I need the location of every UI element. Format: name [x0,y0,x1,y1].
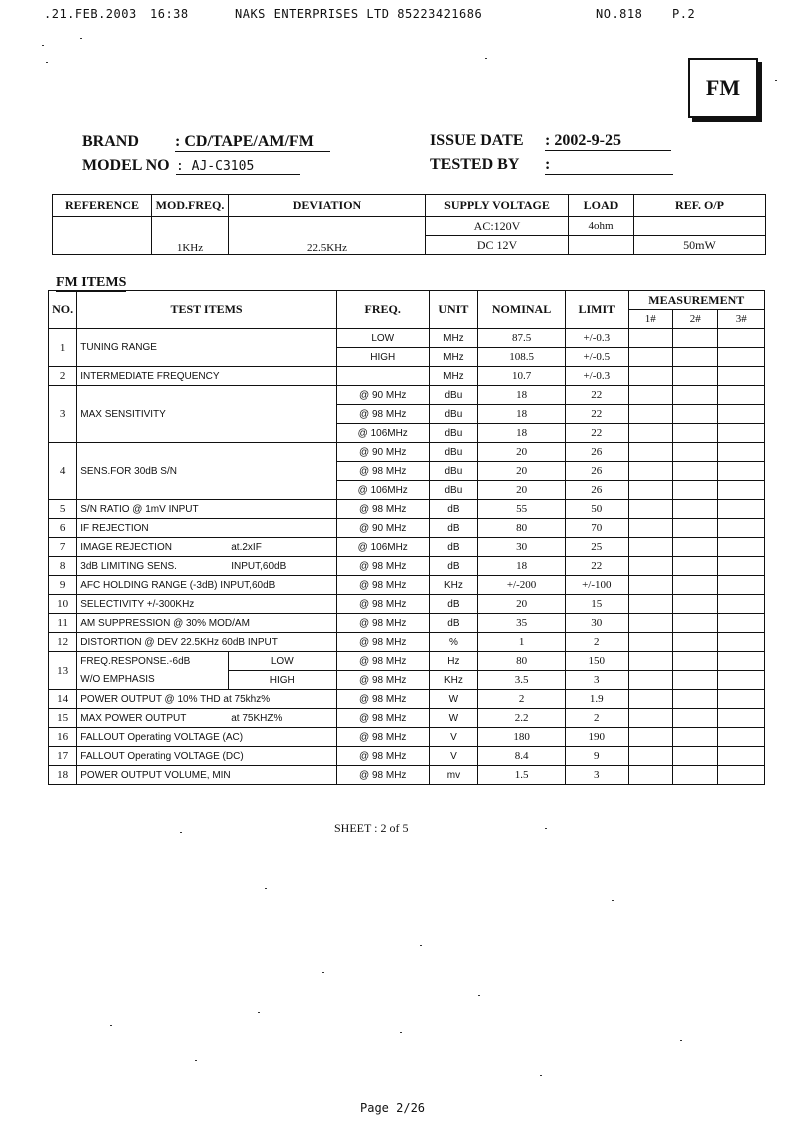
row-name: IF REJECTION [77,519,337,538]
row-nominal: 18 [478,557,566,576]
row-no: 10 [49,595,77,614]
meas-3[interactable] [718,728,765,747]
meas-3[interactable] [718,405,765,424]
row-freq: @ 106MHz [336,424,429,443]
fax-page: P.2 [672,7,696,21]
row-limit: 26 [565,443,628,462]
row-nominal: 18 [478,386,566,405]
fax-sender: NAKS ENTERPRISES LTD 85223421686 [235,7,483,21]
issue-date-label: ISSUE DATE [430,132,524,149]
row-unit: % [429,633,477,652]
row-nominal: 20 [478,462,566,481]
reference-table [52,194,766,255]
row-name-2: W/O EMPHASIS [77,671,228,690]
meas-1[interactable] [628,405,672,424]
row-name: POWER OUTPUT VOLUME, MIN [77,766,337,785]
row-unit: dB [429,538,477,557]
meas-3[interactable] [718,709,765,728]
ref-header-reference: REFERENCE [53,195,152,217]
row-nominal: 2.2 [478,709,566,728]
meas-1[interactable] [628,538,672,557]
row-name: FREQ.RESPONSE.-6dB [77,652,228,671]
row-limit: 22 [565,405,628,424]
row-limit: 150 [565,652,628,671]
row-name: POWER OUTPUT @ 10% THD at 75khz% [77,690,337,709]
ref-load: 4ohm [569,217,634,236]
row-limit: 26 [565,462,628,481]
row-unit: MHz [429,348,477,367]
meas-2[interactable] [673,709,718,728]
row-limit: 15 [565,595,628,614]
row-name: MAX POWER OUTPUT [77,709,228,728]
section-title: FM ITEMS [56,275,127,290]
row-freq: LOW [336,329,429,348]
row-unit: KHz [429,576,477,595]
row-freq: @ 98 MHz [336,405,429,424]
row-name: MAX SENSITIVITY [77,386,337,443]
meas-3[interactable] [718,348,765,367]
row-limit: 2 [565,709,628,728]
col-unit: UNIT [429,291,477,329]
table-row [49,671,765,690]
row-no: 6 [49,519,77,538]
meas-2[interactable] [673,671,718,690]
row-freq: @ 90 MHz [336,443,429,462]
row-freq: @ 90 MHz [336,519,429,538]
row-nominal: 55 [478,500,566,519]
model-value: : AJ-C3105 [176,157,300,175]
row-limit: 70 [565,519,628,538]
row-freq: @ 98 MHz [336,633,429,652]
ref-header-modfreq: MOD.FREQ. [152,195,229,217]
meas-3[interactable] [718,671,765,690]
row-unit: dBu [429,386,477,405]
row-freq: @ 98 MHz [336,652,429,671]
row-unit: W [429,690,477,709]
row-nominal: 35 [478,614,566,633]
row-nominal: 87.5 [478,329,566,348]
fax-number: NO.818 [596,7,643,21]
meas-1[interactable] [628,329,672,348]
meas-1[interactable] [628,443,672,462]
row-nominal: 20 [478,595,566,614]
row-nominal: 20 [478,481,566,500]
row-limit: 1.9 [565,690,628,709]
row-freq: @ 98 MHz [336,614,429,633]
meas-3[interactable] [718,386,765,405]
meas-1[interactable] [628,481,672,500]
row-name: SELECTIVITY +/-300KHz [77,595,337,614]
row-nominal: +/-200 [478,576,566,595]
row-nominal: 18 [478,424,566,443]
meas-2[interactable] [673,652,718,671]
row-name: TUNING RANGE [77,329,337,367]
row-no: 2 [49,367,77,386]
row-limit: 22 [565,424,628,443]
meas-3[interactable] [718,481,765,500]
row-unit: mv [429,766,477,785]
meas-1[interactable] [628,633,672,652]
meas-2[interactable] [673,747,718,766]
meas-2[interactable] [673,728,718,747]
row-freq: @ 98 MHz [336,747,429,766]
row-unit: dBu [429,424,477,443]
meas-3[interactable] [718,500,765,519]
row-limit: +/-0.3 [565,367,628,386]
meas-3[interactable] [718,367,765,386]
row-unit: MHz [429,367,477,386]
meas-2[interactable] [673,538,718,557]
meas-3[interactable] [718,538,765,557]
fm-items-table [48,290,765,785]
meas-2[interactable] [673,405,718,424]
meas-1[interactable] [628,652,672,671]
col-nominal: NOMINAL [478,291,566,329]
meas-3[interactable] [718,462,765,481]
meas-3[interactable] [718,424,765,443]
ref-refop-empty [634,217,766,236]
meas-2[interactable] [673,424,718,443]
meas-3[interactable] [718,595,765,614]
meas-1[interactable] [628,671,672,690]
ref-header-refop: REF. O/P [634,195,766,217]
row-freq: @ 98 MHz [336,709,429,728]
col-m1: 1# [628,310,672,329]
col-limit: LIMIT [565,291,628,329]
row-limit: 3 [565,671,628,690]
row-unit: dB [429,614,477,633]
row-name: FALLOUT Operating VOLTAGE (AC) [77,728,337,747]
table-row [49,386,765,405]
meas-3[interactable] [718,633,765,652]
meas-2[interactable] [673,690,718,709]
meas-1[interactable] [628,462,672,481]
meas-2[interactable] [673,633,718,652]
row-freq: @ 98 MHz [336,595,429,614]
meas-1[interactable] [628,576,672,595]
meas-1[interactable] [628,728,672,747]
row-no: 17 [49,747,77,766]
row-no: 11 [49,614,77,633]
ref-modfreq: 1KHz [152,217,229,255]
row-nominal: 10.7 [478,367,566,386]
row-freq: @ 98 MHz [336,500,429,519]
table-row [49,576,765,595]
meas-1[interactable] [628,614,672,633]
table-row [49,557,765,576]
meas-1[interactable] [628,766,672,785]
meas-3[interactable] [718,766,765,785]
row-freq: @ 106MHz [336,538,429,557]
ref-header-load: LOAD [569,195,634,217]
meas-2[interactable] [673,519,718,538]
ref-header-deviation: DEVIATION [229,195,426,217]
row-freq: @ 90 MHz [336,386,429,405]
row-limit: 30 [565,614,628,633]
row-limit: 2 [565,633,628,652]
row-freq: @ 98 MHz [336,690,429,709]
row-unit: dBu [429,462,477,481]
row-unit: KHz [429,671,477,690]
row-freq: @ 98 MHz [336,728,429,747]
meas-3[interactable] [718,690,765,709]
table-row [49,519,765,538]
row-nominal: 20 [478,443,566,462]
row-unit: dB [429,595,477,614]
col-measurement: MEASUREMENT [628,291,764,310]
table-row [49,329,765,348]
row-nominal: 1.5 [478,766,566,785]
meas-1[interactable] [628,348,672,367]
meas-3[interactable] [718,557,765,576]
row-unit: dB [429,557,477,576]
row-no: 14 [49,690,77,709]
row-name: DISTORTION @ DEV 22.5KHz 60dB INPUT [77,633,337,652]
row-no: 7 [49,538,77,557]
row-nominal: 80 [478,652,566,671]
row-name: INTERMEDIATE FREQUENCY [77,367,337,386]
table-row [49,747,765,766]
row-unit: MHz [429,329,477,348]
tested-by-value: : [545,156,673,175]
meas-2[interactable] [673,766,718,785]
table-row [49,728,765,747]
row-unit: dB [429,519,477,538]
brand-value: : CD/TAPE/AM/FM [175,133,330,152]
meas-1[interactable] [628,747,672,766]
row-no: 8 [49,557,77,576]
row-limit: 3 [565,766,628,785]
row-name: IMAGE REJECTION [77,538,228,557]
row-name: 3dB LIMITING SENS. [77,557,228,576]
row-freq: @ 98 MHz [336,766,429,785]
row-unit: dBu [429,405,477,424]
row-name: AM SUPPRESSION @ 30% MOD/AM [77,614,337,633]
issue-date-value: : 2002-9-25 [545,132,671,151]
row-unit: dBu [429,443,477,462]
ref-header-supply: SUPPLY VOLTAGE [426,195,569,217]
fm-badge: FM [688,58,758,118]
table-row [49,443,765,462]
row-no: 12 [49,633,77,652]
brand-label: BRAND [82,133,139,150]
fax-date: .21.FEB.2003 [44,7,137,21]
row-freq: HIGH [336,348,429,367]
row-nominal: 3.5 [478,671,566,690]
row-sub: LOW [228,652,336,671]
meas-2[interactable] [673,595,718,614]
ref-supply-dc: DC 12V [426,236,569,255]
col-no: NO. [49,291,77,329]
table-row [49,633,765,652]
row-no: 1 [49,329,77,367]
row-nominal: 2 [478,690,566,709]
tested-by-label: TESTED BY [430,156,520,173]
row-note: at 75KHZ% [228,709,336,728]
col-freq: FREQ. [336,291,429,329]
meas-3[interactable] [718,519,765,538]
table-row [49,690,765,709]
table-row [49,614,765,633]
sheet-number: SHEET : 2 of 5 [334,821,409,835]
row-name: SENS.FOR 30dB S/N [77,443,337,500]
row-name: AFC HOLDING RANGE (-3dB) INPUT,60dB [77,576,337,595]
row-no: 18 [49,766,77,785]
table-row [49,500,765,519]
row-limit: 50 [565,500,628,519]
row-freq [336,367,429,386]
row-name: FALLOUT Operating VOLTAGE (DC) [77,747,337,766]
meas-3[interactable] [718,652,765,671]
row-unit: V [429,728,477,747]
row-nominal: 1 [478,633,566,652]
row-freq: @ 106MHz [336,481,429,500]
meas-1[interactable] [628,386,672,405]
meas-3[interactable] [718,329,765,348]
row-limit: 9 [565,747,628,766]
meas-1[interactable] [628,519,672,538]
col-test-items: TEST ITEMS [77,291,337,329]
meas-2[interactable] [673,386,718,405]
ref-refop: 50mW [634,236,766,255]
ref-reference-cell [53,217,152,255]
meas-2[interactable] [673,557,718,576]
table-row [49,367,765,386]
row-unit: Hz [429,652,477,671]
meas-2[interactable] [673,462,718,481]
row-nominal: 30 [478,538,566,557]
table-row [49,652,765,671]
meas-2[interactable] [673,367,718,386]
row-no: 13 [49,652,77,690]
row-unit: V [429,747,477,766]
row-limit: 190 [565,728,628,747]
row-note: at.2xIF [228,538,336,557]
page-footer: Page 2/26 [360,1101,426,1115]
meas-2[interactable] [673,329,718,348]
ref-load-empty [569,236,634,255]
row-limit: +/-0.5 [565,348,628,367]
model-label: MODEL NO [82,157,170,174]
row-no: 5 [49,500,77,519]
row-limit: +/-100 [565,576,628,595]
meas-2[interactable] [673,348,718,367]
fax-time: 16:38 [150,7,189,21]
row-freq: @ 98 MHz [336,576,429,595]
row-nominal: 180 [478,728,566,747]
ref-supply-ac: AC:120V [426,217,569,236]
row-no: 4 [49,443,77,500]
row-no: 16 [49,728,77,747]
row-limit: 22 [565,557,628,576]
table-row [49,538,765,557]
meas-1[interactable] [628,367,672,386]
row-nominal: 8.4 [478,747,566,766]
meas-1[interactable] [628,595,672,614]
meas-3[interactable] [718,747,765,766]
meas-2[interactable] [673,481,718,500]
row-unit: W [429,709,477,728]
table-row [49,709,765,728]
meas-3[interactable] [718,614,765,633]
meas-3[interactable] [718,576,765,595]
meas-1[interactable] [628,424,672,443]
meas-2[interactable] [673,614,718,633]
ref-deviation: 22.5KHz [229,217,426,255]
row-freq: @ 98 MHz [336,462,429,481]
row-freq: @ 98 MHz [336,671,429,690]
meas-1[interactable] [628,500,672,519]
row-sub: HIGH [228,671,336,690]
row-no: 9 [49,576,77,595]
table-row [49,595,765,614]
row-limit: 26 [565,481,628,500]
meas-2[interactable] [673,576,718,595]
meas-2[interactable] [673,443,718,462]
meas-2[interactable] [673,500,718,519]
row-no: 15 [49,709,77,728]
meas-1[interactable] [628,557,672,576]
row-limit: +/-0.3 [565,329,628,348]
row-nominal: 18 [478,405,566,424]
row-name: S/N RATIO @ 1mV INPUT [77,500,337,519]
row-nominal: 108.5 [478,348,566,367]
row-unit: dB [429,500,477,519]
row-freq: @ 98 MHz [336,557,429,576]
row-note: INPUT,60dB [228,557,336,576]
table-row [49,766,765,785]
row-limit: 25 [565,538,628,557]
meas-1[interactable] [628,690,672,709]
row-limit: 22 [565,386,628,405]
row-no: 3 [49,386,77,443]
meas-3[interactable] [718,443,765,462]
row-unit: dBu [429,481,477,500]
row-nominal: 80 [478,519,566,538]
meas-1[interactable] [628,709,672,728]
col-m3: 3# [718,310,765,329]
col-m2: 2# [673,310,718,329]
